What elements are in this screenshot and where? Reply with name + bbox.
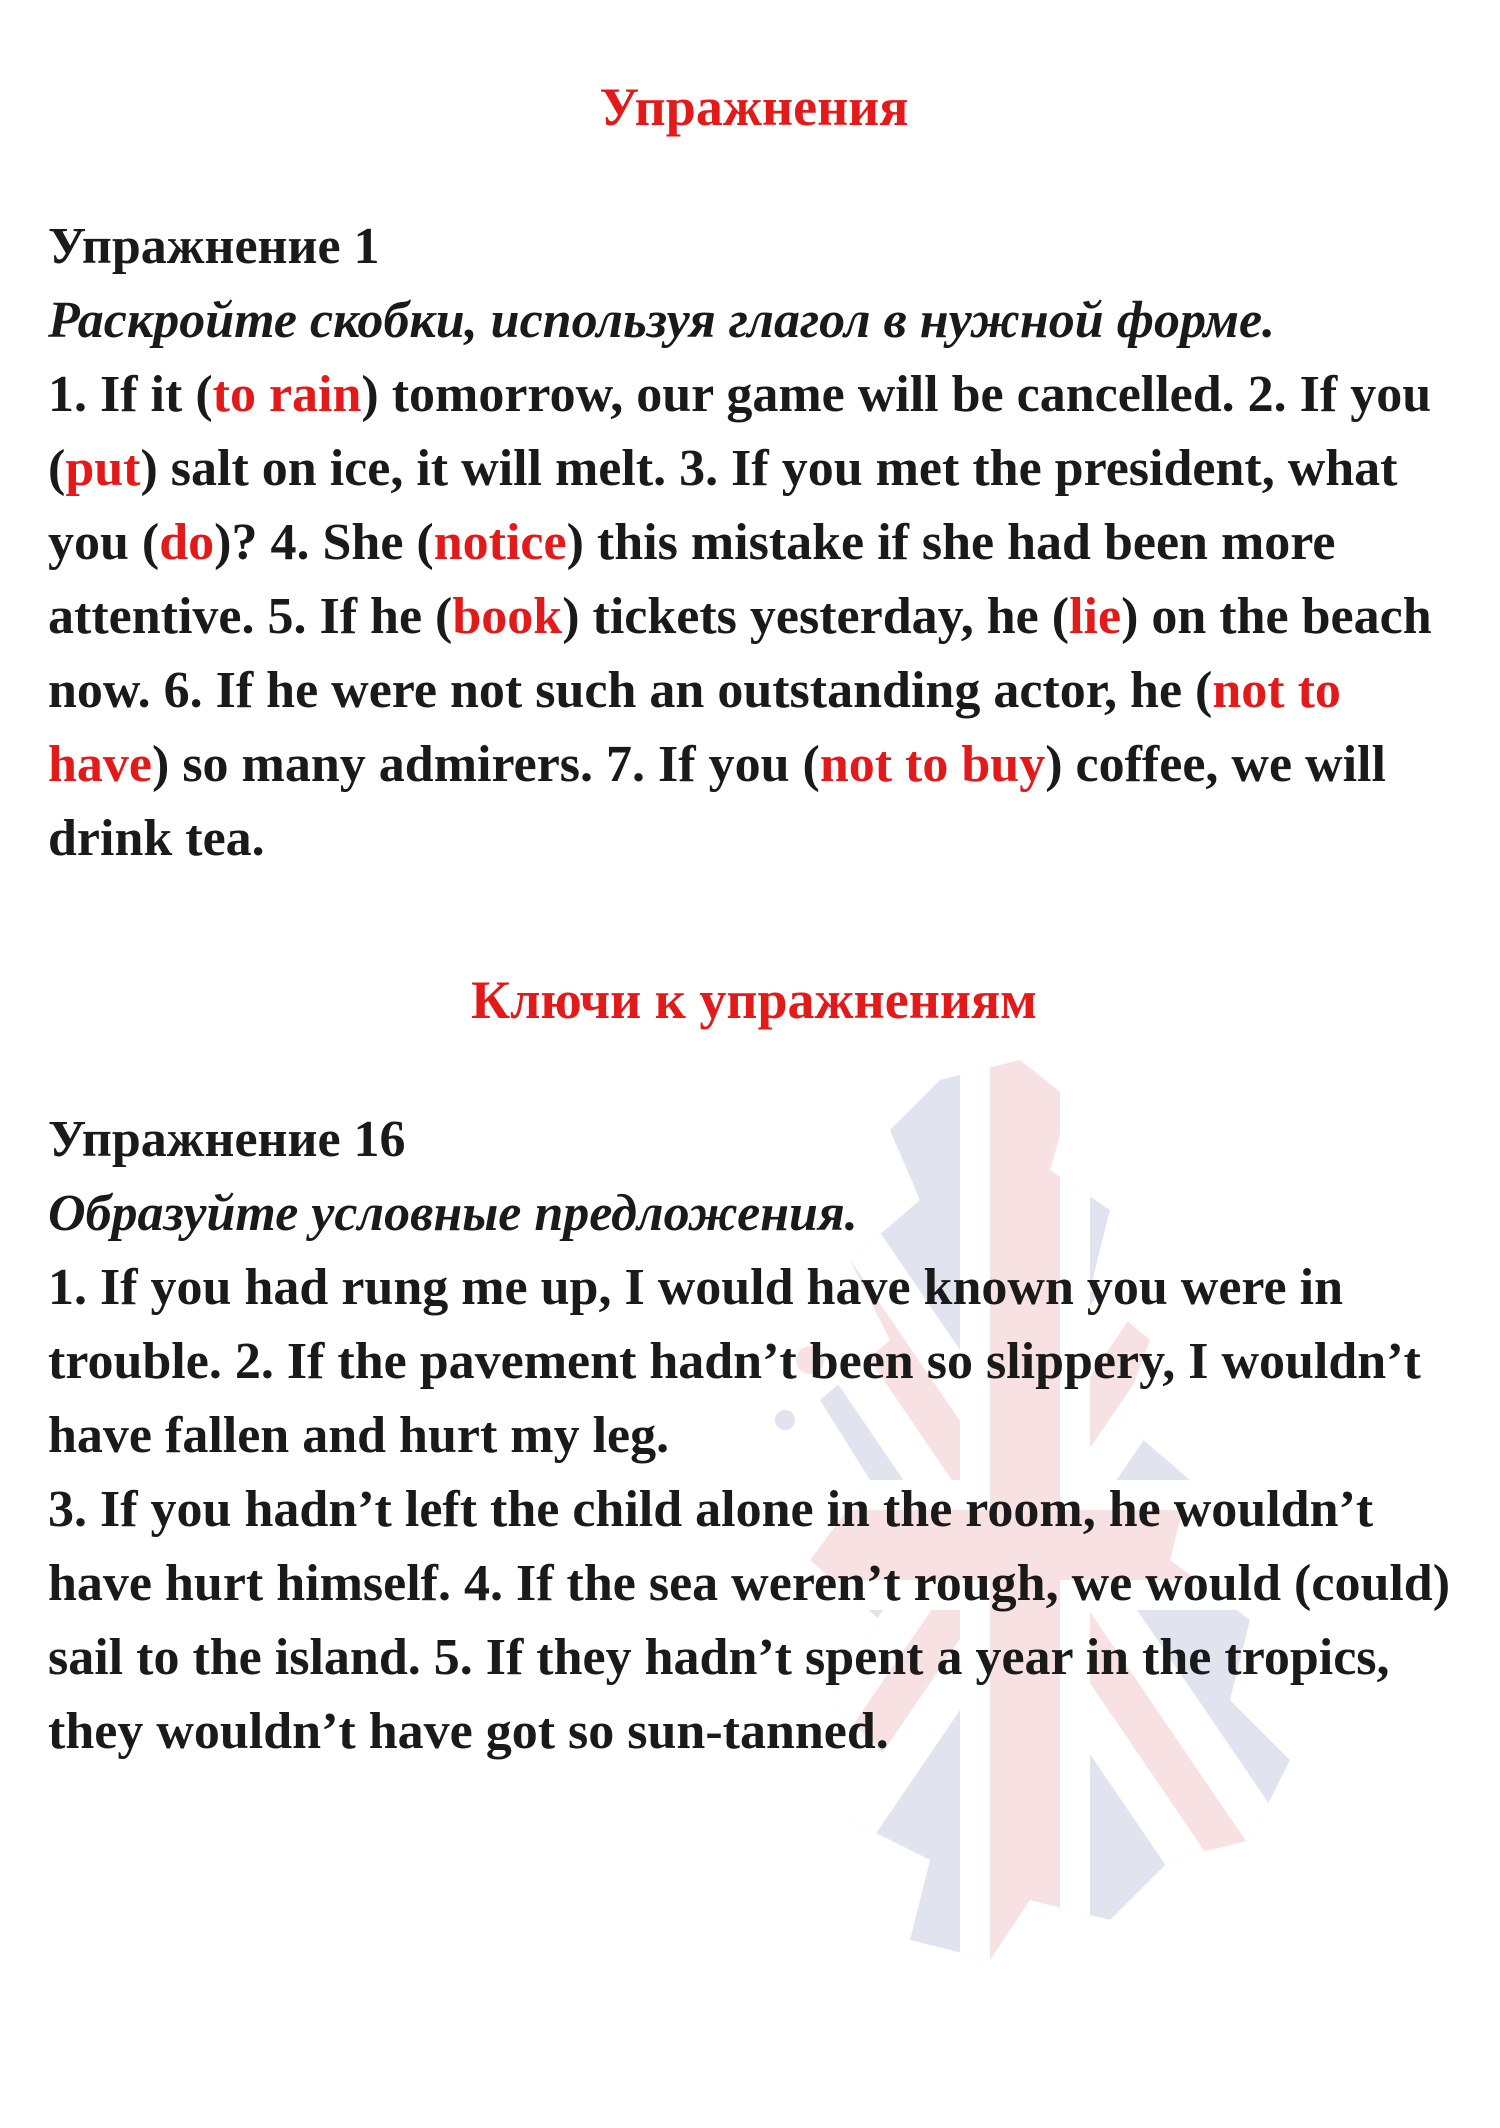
text-segment: ) so many admirers. 7. If you ( bbox=[152, 735, 820, 793]
exercise-16-instruction: Образуйте условные предложения. bbox=[48, 1184, 858, 1242]
text-segment: ) coffee, we will drink tea. bbox=[48, 735, 1386, 867]
text-segment: ) tickets yesterday, he ( bbox=[562, 587, 1070, 645]
exercise-1-text bbox=[48, 358, 1460, 876]
page-title: Упражнения bbox=[599, 77, 909, 137]
text-segment: ) tomorrow, our game will be cancelled. 2. If you ( bbox=[48, 365, 1432, 497]
exercise-1-heading: Упражнение 1 bbox=[48, 217, 380, 275]
verb-highlight: not to have bbox=[48, 661, 1341, 793]
verb-highlight: put bbox=[65, 439, 141, 497]
exercise-16 bbox=[48, 1103, 1460, 1769]
text-segment: 1. If it ( bbox=[48, 365, 213, 423]
verb-highlight: lie bbox=[1069, 587, 1122, 645]
exercise-16-answers-2: 3. If you hadn’t left the child alone in the room, he wouldn’t have hurt himself. 4. If the sea weren’t rough, we would (could) sail to the island. 5. If they hadn’t spent a year in the tropics, they wouldn’t have got so sun-tanned. bbox=[48, 1480, 1451, 1760]
text-segment: ) salt on ice, it will melt. 3. If you met the president, what you ( bbox=[48, 439, 1398, 571]
verb-highlight: do bbox=[159, 513, 215, 571]
verb-highlight: notice bbox=[433, 513, 567, 571]
exercise-1-instruction: Раскройте скобки, используя глагол в нужной форме. bbox=[48, 291, 1276, 349]
verb-highlight: not to buy bbox=[819, 735, 1046, 793]
text-segment: ) on the beach now. 6. If he were not such an outstanding actor, he ( bbox=[48, 587, 1432, 719]
verb-highlight: to rain bbox=[212, 365, 362, 423]
exercise-1 bbox=[48, 210, 1460, 876]
keys-title: Ключи к упражнениям bbox=[471, 969, 1037, 1030]
text-segment: ) this mistake if she had been more attentive. 5. If he ( bbox=[48, 513, 1336, 645]
exercise-16-answers-1: 1. If you had rung me up, I would have known you were in trouble. 2. If the pavement hadn’t been so slippery, I wouldn’t have fallen and hurt my leg. bbox=[48, 1258, 1421, 1464]
exercise-16-heading: Упражнение 16 bbox=[48, 1110, 406, 1168]
verb-highlight: book bbox=[452, 587, 563, 645]
text-segment: )? 4. She ( bbox=[214, 513, 434, 571]
